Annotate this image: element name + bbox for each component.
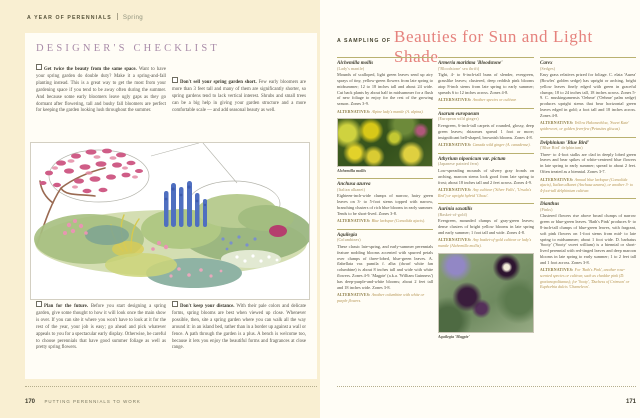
plant-name: Delphinium 'Blue Bird' — [540, 140, 589, 146]
plant-name: Armeria maritima 'Bloodstone' — [438, 61, 503, 66]
page-title: Beauties for Sun and Light Shade — [394, 27, 593, 66]
plant-alternatives — [337, 109, 433, 115]
checklist-item-body: Before you start designing a spring garden, give some thought to how it will look once the main show is over. If you can site it where you won't have to look at it for the rest of the year, your job is easy; go ahead and pick whatever appeals to you for a spectacular early display. Otherwise, be careful to choose perennials that have good summer foliage as well as pretty spring flowers. — [36, 304, 167, 351]
entry-rule — [438, 108, 534, 109]
entry-rule — [337, 178, 433, 179]
entry-rule — [337, 229, 433, 230]
checklist-item-body: Want to have your spring garden do double duty? Make it a spring-and-fall planting instead. This is a great way to get the most from your gardening space if you tend to be away often during the summer. And because some early bloomers leave ugly gaps as they go dormant after flowering, tall and bushy fall bloomers are perfect for keeping the garden looking lush throughout the summer. — [36, 67, 166, 114]
right-page-footer — [337, 386, 636, 408]
plant-common-name: ('Bloodstone' sea thrift) — [438, 66, 480, 71]
alternatives-label: ALTERNATIVES: — [337, 293, 371, 298]
alternatives-label: ALTERNATIVES: — [438, 142, 472, 147]
plant-common-name: (Lady's mantle) — [337, 66, 365, 71]
checkbox-icon — [172, 77, 178, 83]
plant-entry-athyrium — [438, 157, 534, 198]
plant-common-name: (Columbines) — [337, 238, 361, 243]
plant-entry-alchemilla — [337, 61, 433, 115]
alternatives-text: Annual blue larkspur (Consolida ajacis), Italian alkanet (Anchusa azurea), or another 3- to 4-foot-tall delphinium cultivar. — [540, 176, 633, 193]
column-rule — [438, 57, 534, 58]
plant-description: Eighteen-inch-wide clumps of narrow, hairy green leaves on 3- to 5-foot stems topped with narrow, branching clusters of rich blue blooms in early summer. Tends to be short-lived. Zones 3-8. — [337, 193, 433, 216]
plant-name: Anchusa azurea — [337, 182, 371, 188]
column-rule — [540, 57, 636, 58]
garden-illustration — [30, 142, 310, 300]
left-page-footer — [25, 386, 317, 408]
alternatives-text: Any cultivar ('Silver Falls', 'Ursula's Red') or upright hybrid 'Ghost'. — [438, 186, 532, 198]
entry-rule — [438, 203, 534, 204]
checklist-item — [36, 64, 166, 115]
alternatives-label: ALTERNATIVES: — [438, 187, 472, 192]
plant-alternatives — [438, 97, 534, 103]
plant-name: Athyrium niponicum var. pictum — [438, 156, 506, 162]
right-page — [320, 0, 640, 418]
plant-entry-aurinia — [438, 207, 534, 248]
plant-name: Asarum europaeum — [438, 111, 479, 117]
alchemilla-photo — [337, 118, 433, 167]
plant-name: Dianthus — [540, 202, 560, 208]
plant-alternatives — [540, 267, 636, 289]
plant-alternatives — [540, 120, 636, 131]
alternatives-label: ALTERNATIVES: — [337, 109, 371, 114]
plant-entry-armeria — [438, 61, 534, 103]
alternatives-text: For 'Bath's Pink', another rose-scented species or cultivar, such as cheddar pink (D. gratianopolitanus); for 'Sooty', 'Duchess of Crimson' or Euphorbia dulcis 'Chameleon'. — [540, 267, 630, 290]
plant-description: Mounds of scalloped, light green leaves send up airy sprays of tiny, yellow-green flowers from late spring to midsummer; 12 to 18 inches tall and about 24 wide. Cut back plants by about half in midsummer for a flush of new foliage to enjoy for the rest of the growing season. Zones 3-9. — [337, 72, 433, 107]
plant-description: Low-spreading mounds of silvery gray fronds on arching, maroon stems look good from late spring to frost; about 18 inches tall and 2 feet across. Zones 4-9. — [438, 167, 534, 185]
checklist-item — [172, 301, 306, 352]
plant-entry-anchusa — [337, 182, 433, 224]
photo-caption: Alchemilla mollis — [337, 168, 367, 174]
plant-description: Evergreen, mounded clumps of gray-green leaves; dense clusters of bright yellow blooms in late spring and early summer; 1 foot tall and wide. Zones 4-8. — [438, 218, 534, 235]
plant-description: Tight, 4- to 6-inch-tall buns of slender, evergreen, grasslike leaves; clustered, deep reddish pink blooms atop 8-inch stems from late spring to early summer; spreads 6 to 12 inches across. Zones 4-8. — [438, 72, 534, 95]
plant-column-1 — [337, 57, 433, 386]
alternatives-text: Canada wild ginger (A. canadense). — [472, 141, 531, 147]
plant-name: Alchemilla mollis — [337, 61, 374, 66]
plant-name: Carex — [540, 61, 553, 66]
plant-alternatives — [337, 218, 433, 224]
checklist-item — [172, 77, 306, 115]
checklist-item-lead: Don't keep your distance. — [180, 304, 235, 309]
plant-description: These classic late-spring, and early-summer perennials feature nodding blooms accented with spurred petals over clumps of three-lobed, blue-green leaves. A. flabellata var. pumila f. alba (dwarf white fan columbine) is about 8 inches tall and wide with white flowers. Zones 4-9. 'Magpie' (a.k.a. 'William Guinness') has deep-purple-and-white blooms; about 2 feet tall and 18 inches wide. Zones 3-8. — [337, 243, 433, 290]
alternatives-text: Another columbine with white or purple flowers. — [337, 292, 425, 304]
photo-caption: Aquilegia 'Magpie' — [438, 334, 470, 340]
plant-common-name: ('Blue Bird' delphinium) — [540, 146, 583, 151]
checklist-item-body: Few early bloomers are more than 3 feet tall and many of them are significantly shorter, so spring gardens tend to lack vertical interest. Shrubs and small trees can be a big help in giving your garden structure and a more comfortable scale — and add seasonal beauty as well. — [172, 80, 307, 113]
plant-column-3 — [540, 57, 636, 386]
plant-common-name: (Italian alkanet) — [337, 187, 366, 192]
alternatives-label: ALTERNATIVES: — [540, 268, 574, 273]
running-footer-text: PUTTING PERENNIALS TO WORK — [44, 399, 141, 404]
column-rule — [337, 57, 433, 58]
plant-alternatives — [438, 187, 534, 198]
garden-illustration-art — [31, 143, 309, 299]
alternatives-label: ALTERNATIVES: — [438, 97, 472, 102]
header-divider — [117, 13, 118, 20]
plant-common-name: (Sedges) — [540, 66, 556, 71]
plant-entry-dianthus — [540, 202, 636, 289]
alternatives-label: ALTERNATIVES: — [540, 177, 574, 182]
page-number: 171 — [625, 399, 636, 405]
plant-common-name: (European wild ginger) — [438, 117, 479, 122]
checkbox-icon — [172, 301, 178, 307]
plant-alternatives — [337, 292, 433, 303]
checklist-item — [36, 301, 166, 352]
plant-common-name: (Japanese painted fern) — [438, 162, 479, 167]
entry-rule — [540, 198, 636, 199]
plant-alternatives — [540, 177, 636, 194]
plant-column-2 — [438, 57, 534, 386]
section-label: Spring — [122, 14, 144, 21]
alternatives-text: Any basket-of-gold cultivar or lady's mantle (Alchemilla mollis). — [438, 237, 532, 249]
alternatives-label: ALTERNATIVES: — [438, 238, 472, 243]
plant-name: Aurinia saxatilis — [438, 207, 473, 213]
entry-rule — [540, 137, 636, 138]
alternatives-label: ALTERNATIVES: — [540, 121, 574, 126]
checkbox-icon — [36, 301, 42, 307]
checklist-item-lead: Plan for the future. — [44, 304, 89, 309]
plant-entry-carex — [540, 61, 636, 132]
plant-alternatives — [438, 237, 534, 248]
plant-description: Three- to 4-foot stalks are clad in deeply lobed green leaves and bear spikes of white-centered blue flowers in late spring to early summer; spread to about 2 feet. Often treated as a biennial. Zones 3-7. — [540, 151, 636, 175]
entry-rule — [438, 153, 534, 154]
alternatives-text: Blue larkspur (Consolida ajacis). — [371, 217, 426, 223]
page-number: 170 — [25, 399, 36, 405]
left-running-header — [27, 13, 143, 21]
plant-description: Easy grass relatives prized for foliage. C. elata 'Aurea' (Bowles' golden sedge) has upright or arching, bright yellow leaves finely edged with green in graceful clumps; 18 to 24 inches tall, 18 inches across. Zones 5-9. C. muskingumensis 'Oehme' ('Oehme' palm sedge) produces upright stems that bear horizontal green leaves edged in gold; a foot tall and 18 inches across. Zones 4-8. — [540, 72, 636, 118]
alternatives-text: Another species or cultivar. — [472, 96, 517, 102]
checkbox-icon — [36, 64, 42, 70]
plant-entry-delphinium — [540, 141, 636, 194]
checklist-title: DESIGNER'S CHECKLIST — [36, 43, 221, 54]
plant-description: Evergreen, 6-inch-tall carpets of rounded, glossy, deep green leaves; rhizomes spread 1 foot or more; insignificant bell-shaped, brownish blooms. Zones 4-8. — [438, 122, 534, 140]
plant-entry-asarum — [438, 112, 534, 148]
plant-name: Aquilegia — [337, 232, 358, 238]
plant-description: Clustered flowers rise above broad clumps of narrow green or blue-green leaves. 'Bath's Pink' produces 6- to 8-inch-tall clumps of blue-green leaves, with fragrant, soft pink flowers on 1-foot stems from mid- to late spring to midsummer; about 1 foot wide. D. barbatus 'Sooty' ('Sooty' sweet william) is a biennial or short-lived perennial with red-tinged leaves and deep maroon blooms in late spring to early summer; 1 to 2 feet tall and 1 foot across. Zones 3-8. — [540, 213, 636, 266]
checklist-item-lead: Get twice the beauty from the same space. — [44, 67, 137, 72]
sampling-kicker: A SAMPLING OF — [337, 38, 392, 44]
plant-alternatives — [438, 142, 534, 148]
aquilegia-magpie-photo — [438, 253, 534, 333]
checklist-item-lead: Don't sell your spring garden short. — [180, 80, 257, 85]
alternatives-text: Alpine lady's mantle (A. alpina). — [371, 108, 424, 114]
alternatives-label: ALTERNATIVES: — [337, 218, 371, 223]
book-title: A YEAR OF PERENNIALS — [27, 15, 112, 21]
checklist-panel — [25, 33, 317, 379]
alternatives-text: Yellow Hakonechloa, 'Sweet Kate' spiderwort, or golden feverfew (Petasites gliscus). — [540, 120, 630, 132]
plant-entry-aquilegia — [337, 233, 433, 304]
plant-common-name: (Pinks) — [540, 207, 553, 212]
plant-common-name: (Basket-of-gold) — [438, 212, 468, 217]
checklist-item-body: With their pale colors and delicate forms, spring blooms are best when viewed up close. Whenever possible, then, site a spring garden where you can walk all the way around it: in an island bed, rather than in a border up against a wall or fence. A path through the garden is a plus. A bench is welcome too, because it lets you enjoy the beautiful forms and fragrances at close range. — [172, 304, 306, 351]
